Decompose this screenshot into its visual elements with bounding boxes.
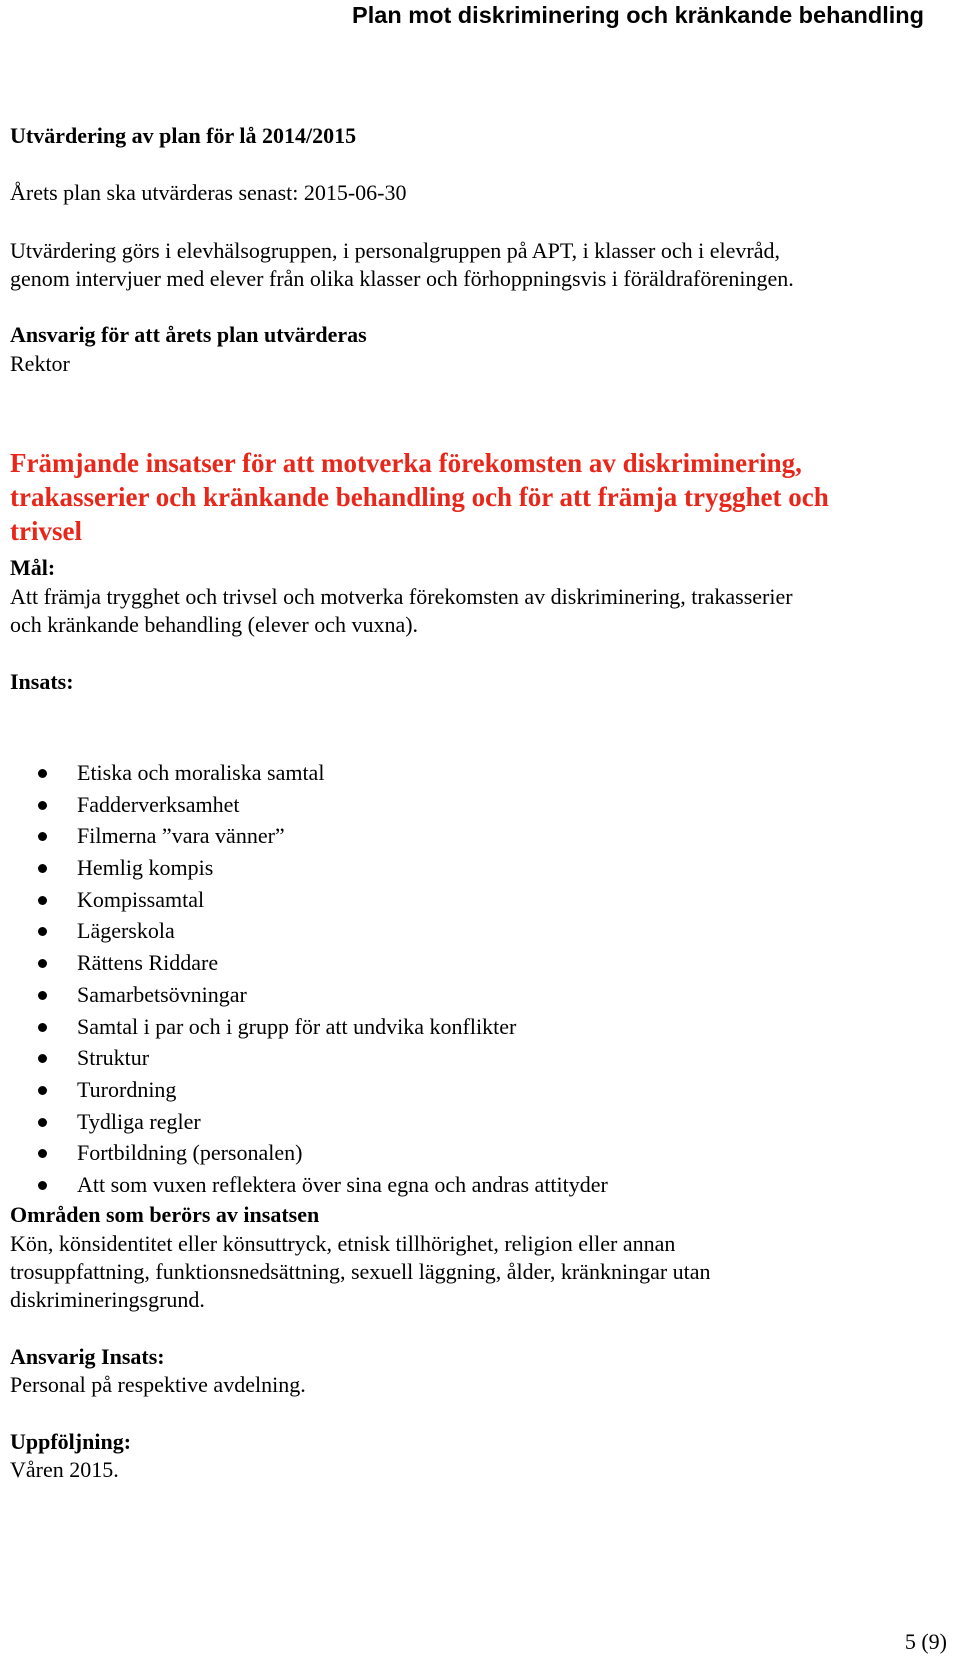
bullet-icon [38,864,47,873]
areas-line2: trosuppfattning, funktionsnedsättning, sexuell läggning, ålder, kränkningar utan [10,1259,711,1284]
promotion-title-line3: trivsel [10,516,82,546]
areas-line1: Kön, könsidentitet eller könsuttryck, etnisk tillhörighet, religion eller annan [10,1231,676,1256]
bullet-icon [38,1054,47,1063]
bullet-icon [38,991,47,1000]
bullet-icon [38,769,47,778]
promotion-title-line2: trakasserier och kränkande behandling och för att främja trygghet och [10,482,829,512]
bullet-icon [38,1023,47,1032]
evaluation-method-line2: genom intervjuer med elever från olika klasser och förhoppningsvis i föräldraföreningen. [10,266,794,291]
bullet-icon [38,1086,47,1095]
bullet-icon [38,801,47,810]
page-header-title: Plan mot diskriminering och kränkande behandling [352,2,924,28]
goal-line1: Att främja trygghet och trivsel och motverka förekomsten av diskriminering, trakasserier [10,584,793,609]
goal-line2: och kränkande behandling (elever och vuxna). [10,612,419,637]
evaluation-heading: Utvärdering av plan för lå 2014/2015 [10,123,357,148]
bullet-icon [38,832,47,841]
evaluation-responsible-label: Ansvarig för att årets plan utvärderas [10,322,367,347]
promotion-title-line1: Främjande insatser för att motverka förekomsten av diskriminering, [10,448,802,478]
areas-label: Områden som berörs av insatsen [10,1202,320,1227]
bullet-icon [38,927,47,936]
evaluation-method-line1: Utvärdering görs i elevhälsogruppen, i personalgruppen på APT, i klasser och i elevråd, [10,238,780,263]
bullet-icon [38,959,47,968]
bullet-icon [38,896,47,905]
bullet-icon [38,1181,47,1190]
bullet-icon [38,1118,47,1127]
insats-label: Insats: [10,669,74,694]
promotion-title [10,446,950,548]
page-number: 5 (9) [904,1629,947,1654]
goal-label: Mål: [10,555,56,580]
followup-label: Uppföljning: [10,1429,132,1454]
followup-value: Våren 2015. [10,1457,119,1482]
bullet-icon [38,1149,47,1158]
responsible-insats-value: Personal på respektive avdelning. [10,1372,306,1397]
evaluation-deadline: Årets plan ska utvärderas senast: 2015-06-30 [10,180,407,205]
areas-line3: diskrimineringsgrund. [10,1287,205,1312]
evaluation-responsible-value: Rektor [10,351,70,376]
responsible-insats-label: Ansvarig Insats: [10,1344,165,1369]
